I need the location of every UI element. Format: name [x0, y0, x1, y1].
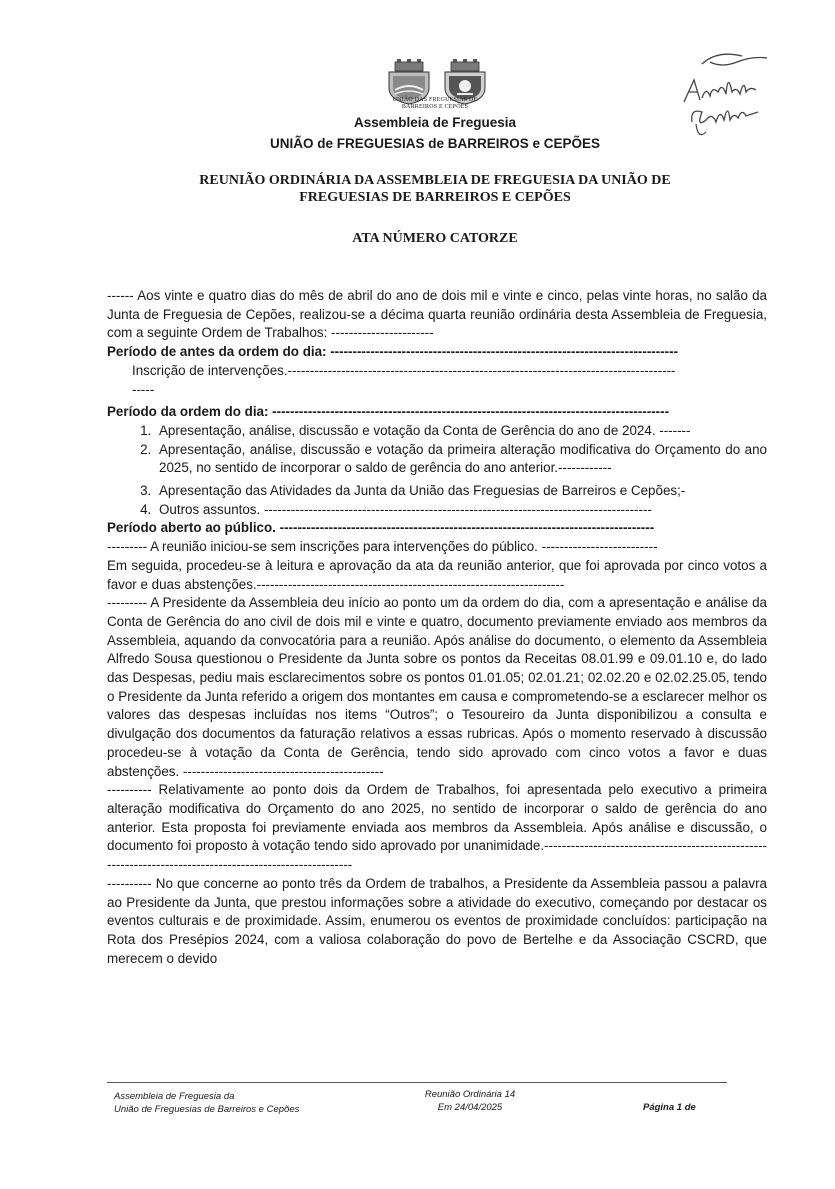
- intro-paragraph: ------ Aos vinte e quatro dias do mês de abril do ano de dois mil e vinte e cinco, pelas vinte horas, no salão da Junta de Freguesia de Cepões, realizou-se a décima quarta reunião ordinária desta Assembleia de Freguesia, com a seguinte Ordem de Trabalhos: -----------------------: [107, 288, 767, 341]
- period-before-heading: Período de antes da ordem do dia: ------------------------------------------------------------------------------: [107, 344, 679, 360]
- footer-meeting: Reunião Ordinária 14: [424, 1089, 516, 1100]
- period-public-heading: Período aberto ao público. ------------------------------------------------------------------------------------: [107, 520, 655, 536]
- agenda-item: 4. Outros assuntos. ---------------------------------------------------------------------------------------: [155, 501, 767, 520]
- footer-center: [400, 1088, 540, 1114]
- title-line1: REUNIÃO ORDINÁRIA DA ASSEMBLEIA DE FREGUESIA DA UNIÃO DE: [199, 173, 671, 188]
- paragraph: Em seguida, procedeu-se à leitura e aprovação da ata da reunião anterior, que foi aprovada por cinco votos a favor e duas abstenções.---------------------------------------------------------------------: [107, 557, 767, 592]
- agenda-item: 2. Apresentação, análise, discussão e votação da primeira alteração modificativa do Orçamento do ano 2025, no sentido de incorporar o saldo de gerência do ano anterior.------------: [155, 441, 767, 478]
- paragraph: --------- A Presidente da Assembleia deu início ao ponto um da ordem do dia, com a apresentação e análise da Conta de Gerência do ano civil de dois mil e vinte e quatro, documento previamente enviado aos membros da Assembleia, aquando da convocatória para a reunião. Após análise do documento, o elemento da Assembleia Alfredo Sousa questionou o Presidente da Junta sobre os pontos da Receitas 08.01.99 e 09.01.10 e, do lado das Despesas, pediu mais esclarecimentos sobre os pontos 01.01.05; 02.01.21; 02.02.20 e 02.02.25.05, tendo o Presidente da Junta referido a origem dos montantes em causa e comprometendo-se a esclarecer melhor os valores das despesas incluídas nos items “Outros”; o Tesoureiro da Junta disponibilizou a consulta e divulgação dos documentos da faturação relativos a essas rubricas. Após o momento reservado à discussão procedeu-se à votação da Conta de Gerência, tendo sido aprovado com cinco votos a favor e duas abstenções. ---------------------------------------------: [107, 595, 767, 779]
- agenda-item: 3. Apresentação das Atividades da Junta da União das Freguesias de Barreiros e Cepões;-: [155, 482, 767, 501]
- paragraph: ---------- Relativamente ao ponto dois da Ordem de Trabalhos, foi apresentada pelo executivo a primeira alteração modificativa do Orçamento do ano 2025, no sentido de incorporar o saldo de gerência do ano anterior. Esta proposta foi previamente enviada aos membros da Assembleia. Após análise e discussão, o documento foi proposto à votação tendo sido aprovado por unanimidade.---------------------------------------------------------------------------------------------------------: [107, 782, 767, 873]
- logo-caption: [360, 97, 510, 111]
- period-before-tail: -----: [132, 381, 155, 397]
- handwritten-signature: [672, 42, 782, 152]
- title-line2: FREGUESIAS DE BARREIROS E CEPÕES: [299, 190, 571, 205]
- footer-left-line2: União de Freguesias de Barreiros e Cepões: [114, 1104, 300, 1115]
- document-subtitle: ATA NÚMERO CATORZE: [352, 231, 518, 246]
- period-before-item: Inscrição de intervenções.---------------------------------------------------------------------------------------: [132, 362, 676, 378]
- org-name: Assembleia de Freguesia: [353, 115, 517, 130]
- org-full-name: UNIÃO de FREGUESIAS de BARREIROS e CEPÕES: [269, 136, 601, 151]
- footer-page-number: Página 1 de: [643, 1102, 696, 1113]
- footer-divider: [107, 1082, 727, 1083]
- logo-caption-line1: UNIÃO DAS FREGUESIAS DE: [392, 97, 478, 103]
- logo-caption-line2: BARREIROS E CEPÕES: [401, 104, 469, 110]
- paragraph: --------- A reunião iniciou-se sem inscrições para intervenções do público. --------------------------: [107, 539, 658, 555]
- footer-date: Em 24/04/2025: [437, 1102, 503, 1113]
- paragraph: ---------- No que concerne ao ponto três da Ordem de trabalhos, a Presidente da Assembleia passou a palavra ao Presidente da Junta, que prestou informações sobre a atividade do executivo, começando por destacar os eventos culturais e de proximidade. Assim, enumerou os eventos de proximidade concluídos: participação na Rota dos Presépios 2024, com a valiosa colaboração do povo de Bertelhe e da Associação CSCRD, que merecem o devido: [107, 875, 767, 966]
- minutes-body: [107, 287, 767, 968]
- footer-left-line1: Assembleia de Freguesia da: [114, 1091, 235, 1102]
- document-title: [110, 172, 760, 206]
- agenda-item: 1. Apresentação, análise, discussão e votação da Conta de Gerência do ano de 2024. -------: [155, 422, 767, 441]
- period-order-heading: Período da ordem do dia: -----------------------------------------------------------------------------------------: [107, 404, 670, 420]
- agenda-list: [107, 422, 767, 520]
- footer-left: [114, 1090, 299, 1116]
